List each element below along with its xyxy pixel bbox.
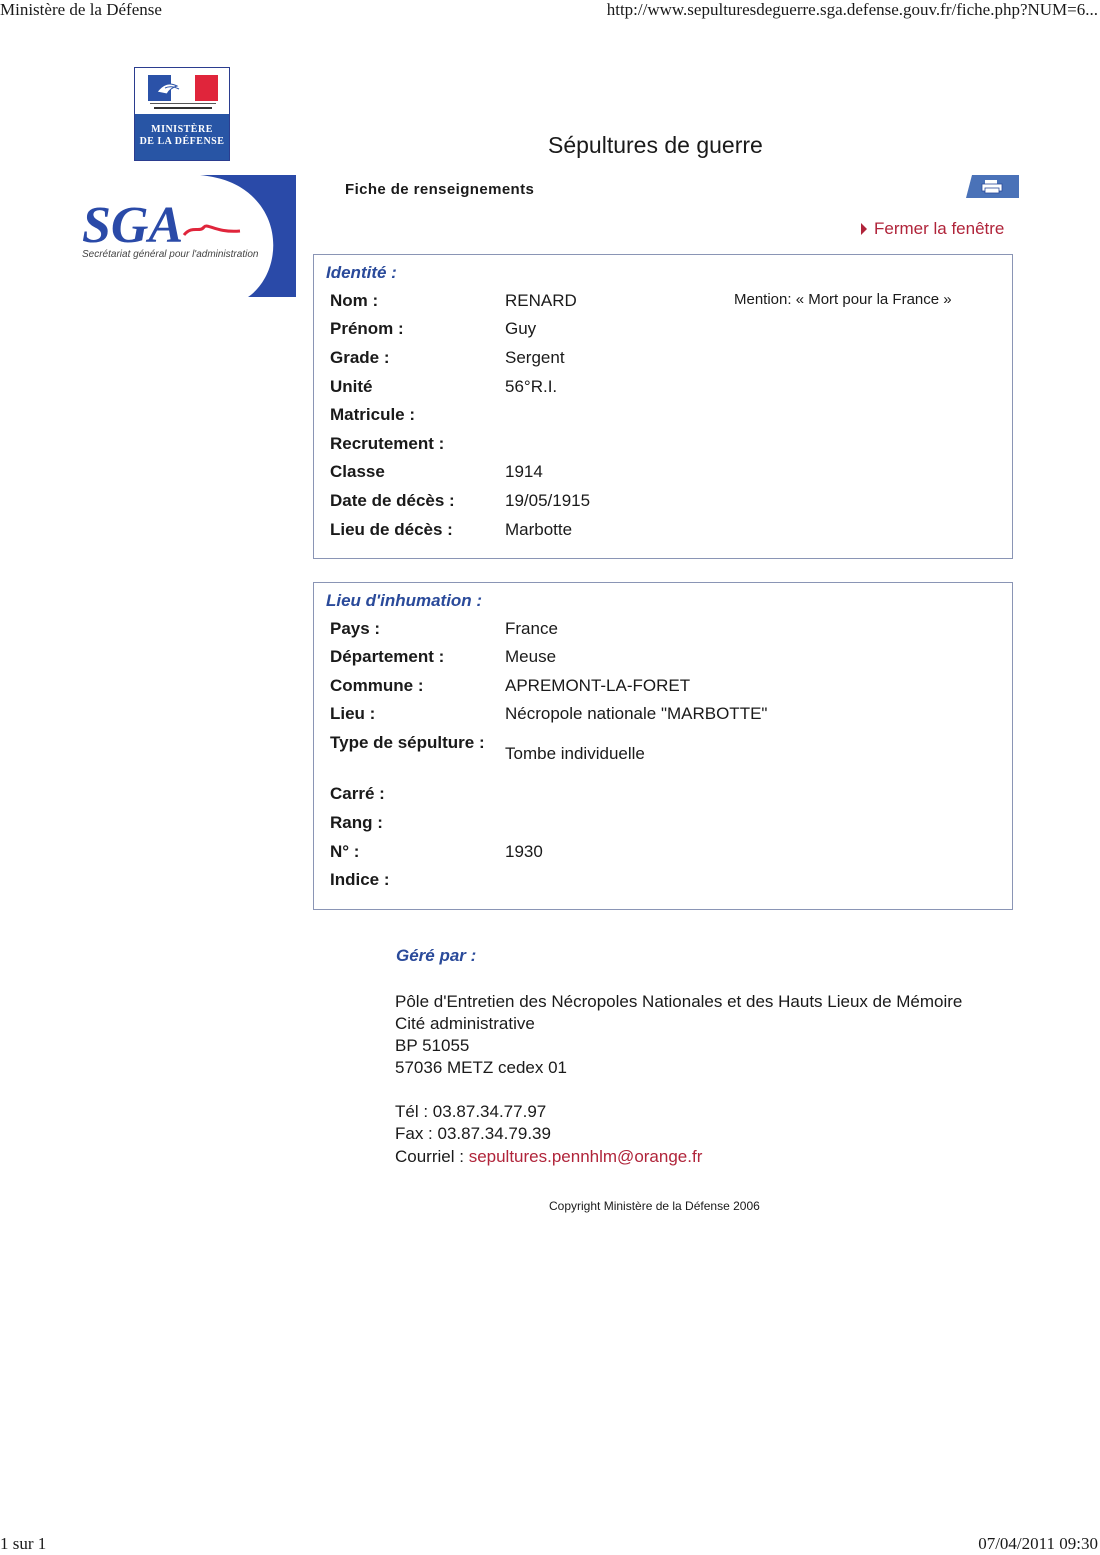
field-value: Tombe individuelle (505, 744, 645, 763)
sga-letters: SGA (82, 197, 184, 254)
field-label: Type de sépulture : (330, 733, 485, 752)
phone-number: Tél : 03.87.34.77.97 (395, 1102, 547, 1121)
copyright-text: Copyright Ministère de la Défense 2006 (549, 1199, 760, 1213)
field-label: Grade : (330, 348, 390, 367)
field-value: 19/05/1915 (505, 491, 591, 510)
address-line-2: BP 51055 (395, 1036, 470, 1055)
address-line-1: Cité administrative (395, 1014, 535, 1033)
print-footer-datetime: 07/04/2011 09:30 (978, 1534, 1098, 1553)
ministry-logo (134, 67, 230, 161)
field-label: Matricule : (330, 405, 416, 424)
field-value: Guy (505, 319, 537, 338)
address-line-3: 57036 METZ cedex 01 (395, 1058, 567, 1077)
field-label: Commune : (330, 676, 424, 695)
print-header-url: http://www.sepulturesdeguerre.sga.defense.gouv.fr/fiche.php?NUM=6... (606, 0, 1098, 19)
managed-by-title: Géré par : (396, 946, 477, 965)
print-button[interactable] (966, 175, 1019, 198)
marianne-icon (155, 78, 189, 96)
republique-text-icon (148, 102, 218, 111)
field-label: Rang : (330, 813, 383, 832)
field-value: Sergent (505, 348, 565, 367)
arrow-right-icon (861, 223, 867, 235)
identite-title: Identité : (326, 263, 397, 282)
field-label: N° : (330, 842, 360, 861)
field-label: Nom : (330, 291, 379, 310)
field-label: Indice : (330, 870, 390, 889)
email-line (395, 1146, 702, 1168)
close-window-link[interactable] (861, 219, 1004, 239)
mention-text: Mention: « Mort pour la France » (734, 291, 952, 308)
field-label: Unité (330, 377, 373, 396)
email-label: Courriel : (395, 1147, 469, 1166)
inhumation-panel (313, 582, 1013, 910)
field-value: 1930 (505, 842, 543, 861)
inhumation-title: Lieu d'inhumation : (326, 591, 483, 610)
field-value: Nécropole nationale "MARBOTTE" (505, 704, 768, 723)
field-value: France (505, 619, 558, 638)
field-value: RENARD (505, 291, 577, 310)
field-value: APREMONT-LA-FORET (505, 676, 691, 695)
field-label: Carré : (330, 784, 385, 803)
sga-logo (80, 175, 296, 297)
ministry-logo-line1: MINISTÈRE (151, 124, 213, 135)
field-label: Lieu de décès : (330, 520, 453, 539)
email-link[interactable]: sepultures.pennhlm@orange.fr (468, 1147, 703, 1166)
field-label: Date de décès : (330, 491, 455, 510)
page-subtitle: Fiche de renseignements (345, 181, 535, 198)
field-value: 56°R.I. (505, 377, 558, 396)
field-label: Prénom : (330, 319, 404, 338)
close-window-label: Fermer la fenêtre (874, 219, 1005, 238)
fax-number: Fax : 03.87.34.79.39 (395, 1124, 551, 1143)
field-label: Classe (330, 462, 385, 481)
field-value: Marbotte (505, 520, 573, 539)
field-label: Département : (330, 647, 445, 666)
field-value: 1914 (505, 462, 543, 481)
identite-panel (313, 254, 1013, 559)
field-label: Pays : (330, 619, 381, 638)
page-title: Sépultures de guerre (548, 132, 763, 158)
field-label: Lieu : (330, 704, 376, 723)
print-footer-page: 1 sur 1 (0, 1534, 47, 1553)
field-label: Recrutement : (330, 434, 445, 453)
field-value: Meuse (505, 647, 557, 666)
print-header-site-name: Ministère de la Défense (0, 0, 162, 19)
ministry-logo-line2: DE LA DÉFENSE (139, 136, 225, 147)
sga-tagline: Secrétariat général pour l'administration (82, 249, 259, 260)
managed-by-org: Pôle d'Entretien des Nécropoles Nationales et des Hauts Lieux de Mémoire (395, 992, 963, 1011)
